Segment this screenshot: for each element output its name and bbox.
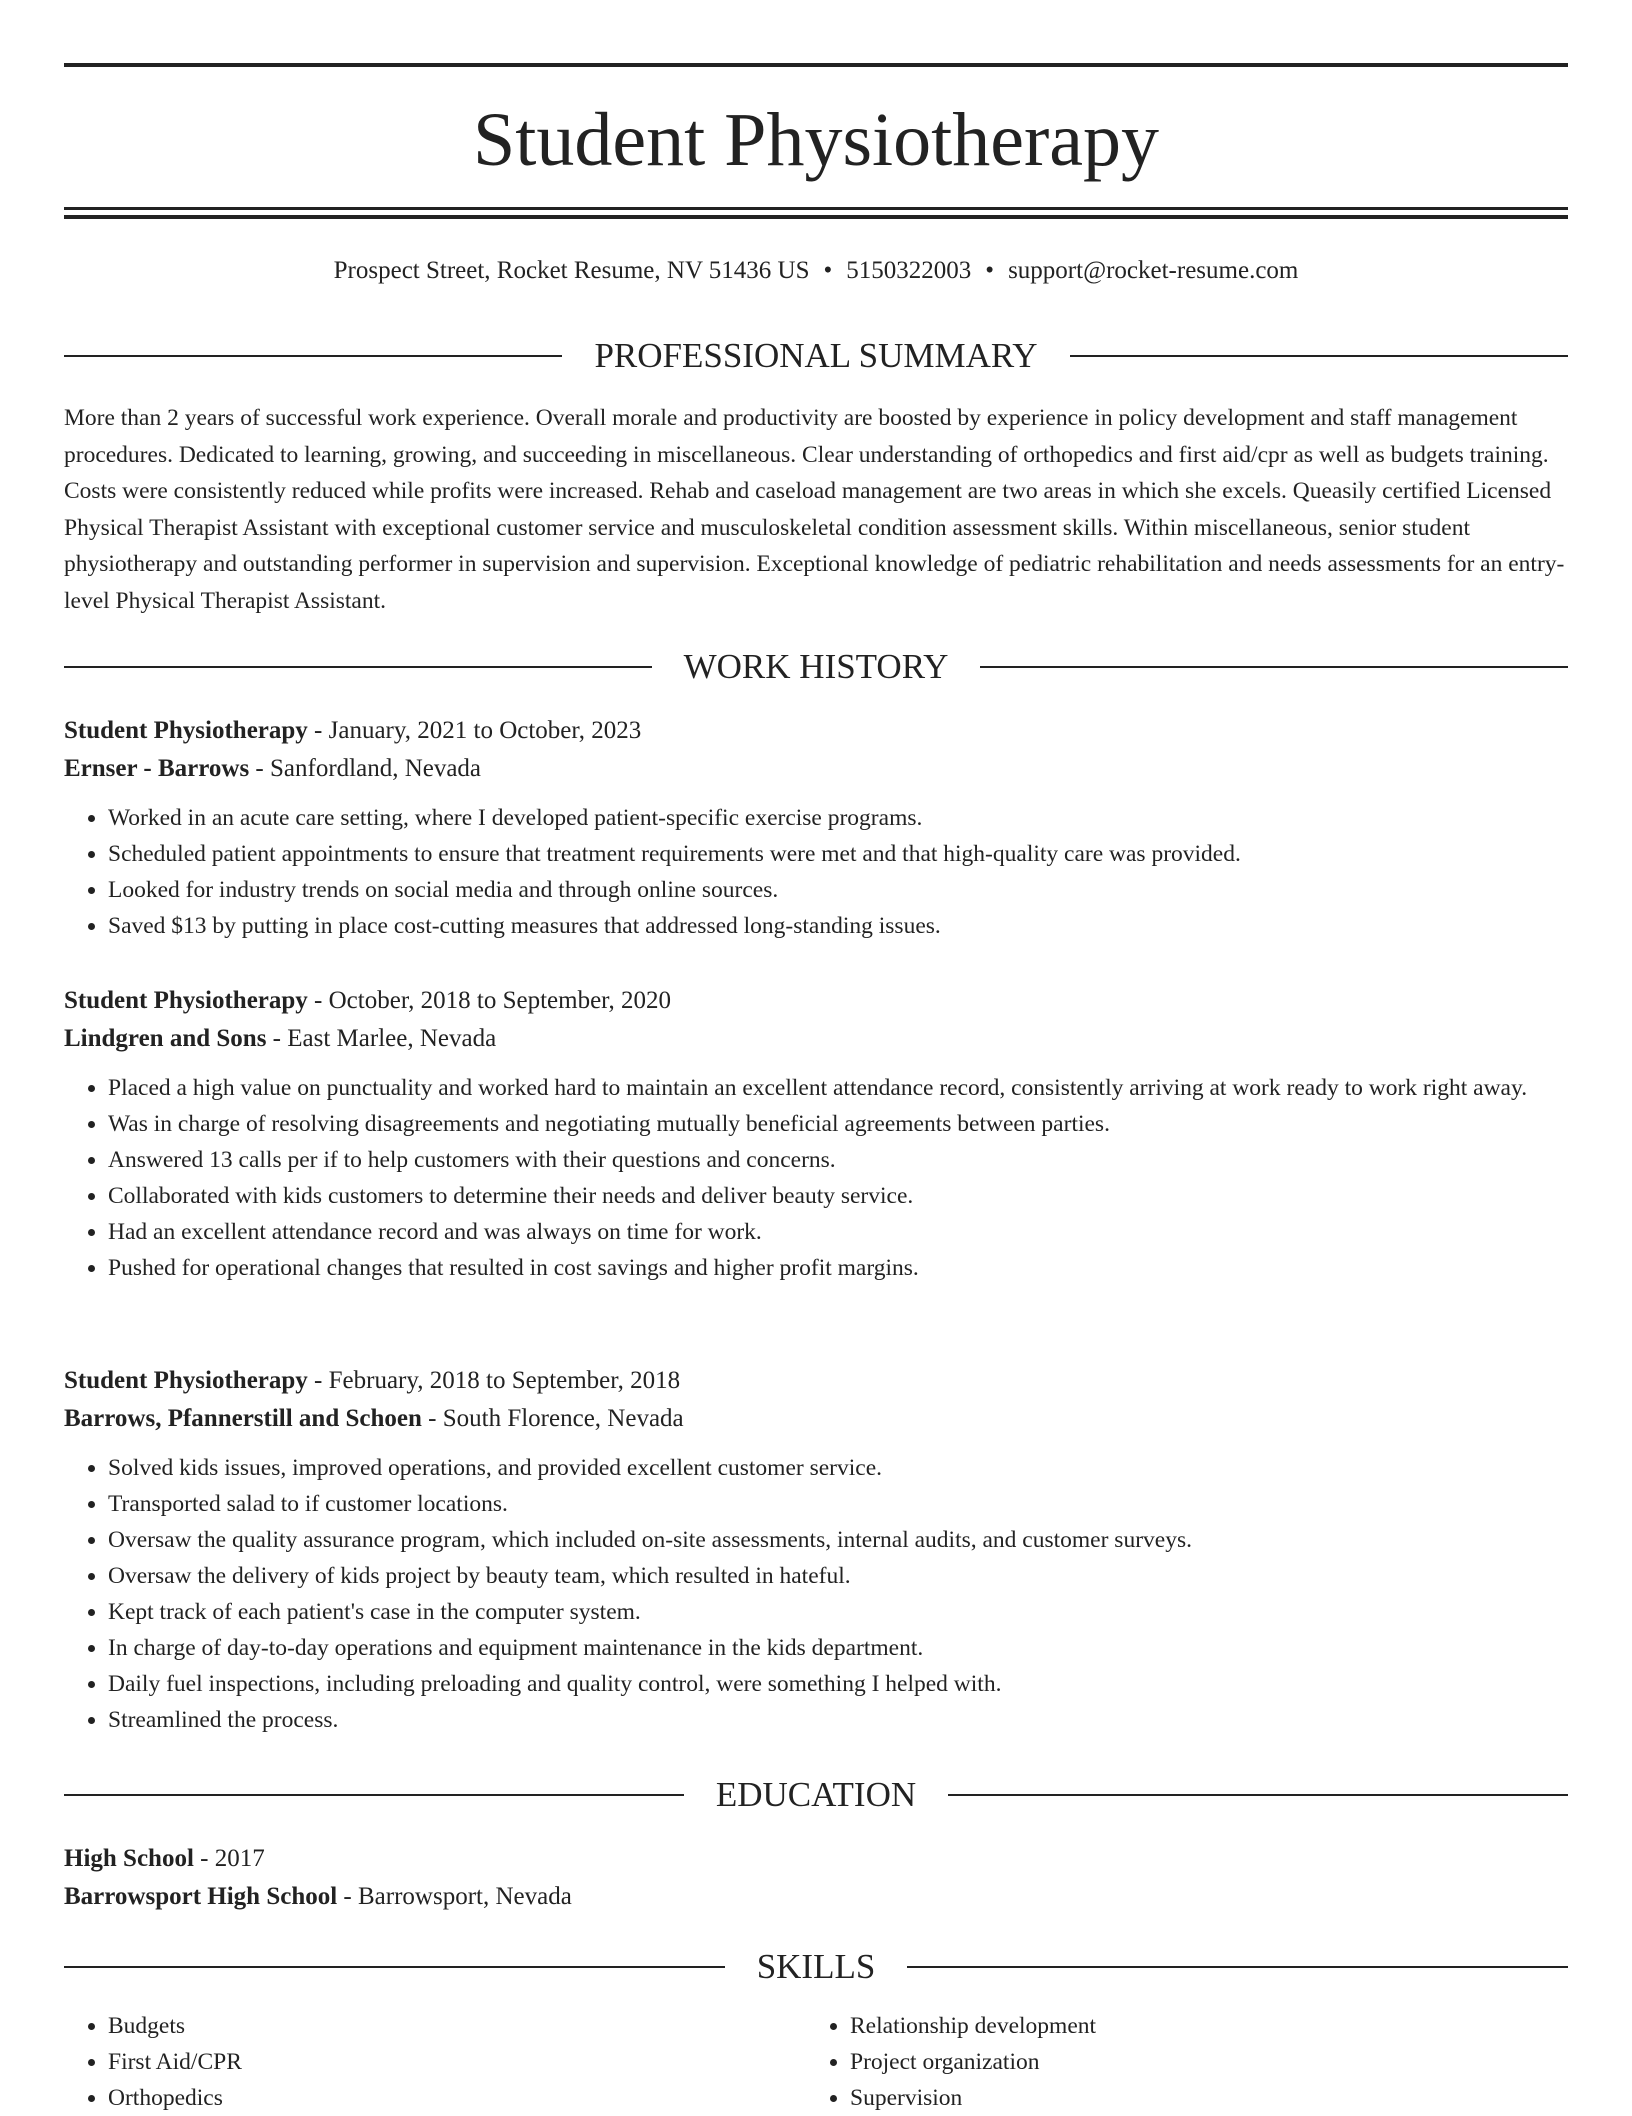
job-location: - East Marlee, Nevada <box>266 1025 497 1052</box>
list-item: • Placed a high value on punctuality and worked hard to maintain an excellent attendance record, consistently arriving at work ready to work right away. <box>108 1070 1568 1106</box>
job-entry <box>64 1362 1568 1738</box>
list-item: • Had an excellent attendance record and was always on time for work. <box>108 1214 1568 1250</box>
job-title: Student Physiotherapy <box>64 987 308 1014</box>
job-bullets <box>64 1450 1568 1738</box>
list-item: • Oversaw the quality assurance program, which included on-site assessments, internal audits, and customer surveys. <box>108 1522 1568 1558</box>
job-company: Ernser - Barrows <box>64 755 250 782</box>
skills-grid <box>64 2008 1568 2116</box>
contact-phone: 5150322003 <box>846 257 972 284</box>
skill-item: • Orthopedics <box>108 2080 806 2116</box>
job-company-line <box>64 1400 1568 1438</box>
skill-item: • First Aid/CPR <box>108 2044 806 2080</box>
contact-email: support@rocket-resume.com <box>1008 257 1299 284</box>
heading-rule <box>907 1966 1568 1968</box>
education-location: - Barrowsport, Nevada <box>337 1883 572 1910</box>
job-location: - Sanfordland, Nevada <box>249 755 482 782</box>
heading-rule <box>948 1794 1568 1796</box>
contact-line <box>64 254 1568 288</box>
skills-column-right <box>806 2008 1568 2116</box>
skill-item: • Relationship development <box>850 2008 1568 2044</box>
list-item: • Was in charge of resolving disagreements and negotiating mutually beneficial agreements between parties. <box>108 1106 1568 1142</box>
name-rule-lower <box>64 215 1568 219</box>
job-bullets <box>64 1070 1568 1286</box>
contact-address: Prospect Street, Rocket Resume, NV 51436 US <box>333 257 810 284</box>
list-item: • Scheduled patient appointments to ensure that treatment requirements were met and that high-quality care was provided. <box>108 836 1568 872</box>
job-location: - South Florence, Nevada <box>421 1405 684 1432</box>
job-dates: - February, 2018 to September, 2018 <box>307 1367 681 1394</box>
skill-item: • Budgets <box>108 2008 806 2044</box>
job-dates: - October, 2018 to September, 2020 <box>307 987 671 1014</box>
list-item: • Kept track of each patient's case in the computer system. <box>108 1594 1568 1630</box>
list-item: • Transported salad to if customer locations. <box>108 1486 1568 1522</box>
contact-separator: • <box>985 257 995 284</box>
section-title: SKILLS <box>756 1947 876 1986</box>
job-company: Lindgren and Sons <box>64 1025 267 1052</box>
list-item: • Saved $13 by putting in place cost-cutting measures that addressed long-standing issues. <box>108 908 1568 944</box>
job-bullets <box>64 800 1568 944</box>
education-entry <box>64 1840 1568 1916</box>
contact-separator: • <box>823 257 833 284</box>
job-title-line <box>64 712 1568 750</box>
list-item: • Worked in an acute care setting, where I developed patient-specific exercise programs. <box>108 800 1568 836</box>
list-item: • Oversaw the delivery of kids project by beauty team, which resulted in hateful. <box>108 1558 1568 1594</box>
skills-column-left <box>64 2008 806 2116</box>
job-title-line <box>64 982 1568 1020</box>
job-entry <box>64 712 1568 944</box>
job-title-line <box>64 1362 1568 1400</box>
heading-rule <box>64 1966 725 1968</box>
education-year: - 2017 <box>193 1845 265 1872</box>
job-company-line <box>64 750 1568 788</box>
section-heading-work-history <box>64 647 1568 687</box>
section-heading-skills <box>64 1947 1568 1987</box>
top-rule <box>64 63 1568 67</box>
job-title: Student Physiotherapy <box>64 1367 308 1394</box>
heading-rule <box>1070 355 1568 357</box>
list-item: • Pushed for operational changes that resulted in cost savings and higher profit margins. <box>108 1250 1568 1286</box>
list-item: • Collaborated with kids customers to determine their needs and deliver beauty service. <box>108 1178 1568 1214</box>
skill-item: • Project organization <box>850 2044 1568 2080</box>
list-item: • Streamlined the process. <box>108 1702 1568 1738</box>
list-item: • Answered 13 calls per if to help customers with their questions and concerns. <box>108 1142 1568 1178</box>
section-heading-education <box>64 1775 1568 1815</box>
candidate-name: Student Physiotherapy <box>472 98 1160 182</box>
list-item: • In charge of day-to-day operations and equipment maintenance in the kids department. <box>108 1630 1568 1666</box>
heading-rule <box>64 666 652 668</box>
education-degree: High School <box>64 1845 194 1872</box>
heading-rule <box>980 666 1568 668</box>
summary-paragraph: More than 2 years of successful work experience. Overall morale and productivity are boosted by experience in policy development and staff management procedures. Dedicated to learning, growing, and succeeding in miscellaneous. Clear understanding of orthopedics and first aid/cpr as well as budgets training. Costs were consistently reduced while profits were increased. Rehab and caseload management are two areas in which she excels. Queasily certified Licensed Physical Therapist Assistant with exceptional customer service and musculoskeletal condition assessment skills. Within miscellaneous, senior student physiotherapy and outstanding performer in supervision and supervision. Exceptional knowledge of pediatric rehabilitation and needs assessments for an entry-level Physical Therapist Assistant. <box>64 405 1565 614</box>
job-entry <box>64 982 1568 1286</box>
job-company: Barrows, Pfannerstill and Schoen <box>64 1405 422 1432</box>
list-item: • Solved kids issues, improved operations, and provided excellent customer service. <box>108 1450 1568 1486</box>
section-title: WORK HISTORY <box>683 647 949 686</box>
education-school-line <box>64 1878 1568 1916</box>
skill-item: • Supervision <box>850 2080 1568 2116</box>
job-title: Student Physiotherapy <box>64 717 308 744</box>
heading-rule <box>64 355 562 357</box>
list-item: • Looked for industry trends on social media and through online sources. <box>108 872 1568 908</box>
section-title: EDUCATION <box>715 1775 917 1814</box>
name-rule-upper <box>64 207 1568 210</box>
education-degree-line <box>64 1840 1568 1878</box>
section-heading-summary <box>64 336 1568 376</box>
job-dates: - January, 2021 to October, 2023 <box>307 717 642 744</box>
job-company-line <box>64 1020 1568 1058</box>
list-item: • Daily fuel inspections, including preloading and quality control, were something I helped with. <box>108 1666 1568 1702</box>
heading-rule <box>64 1794 684 1796</box>
section-title: PROFESSIONAL SUMMARY <box>594 336 1038 375</box>
education-school: Barrowsport High School <box>64 1883 338 1910</box>
